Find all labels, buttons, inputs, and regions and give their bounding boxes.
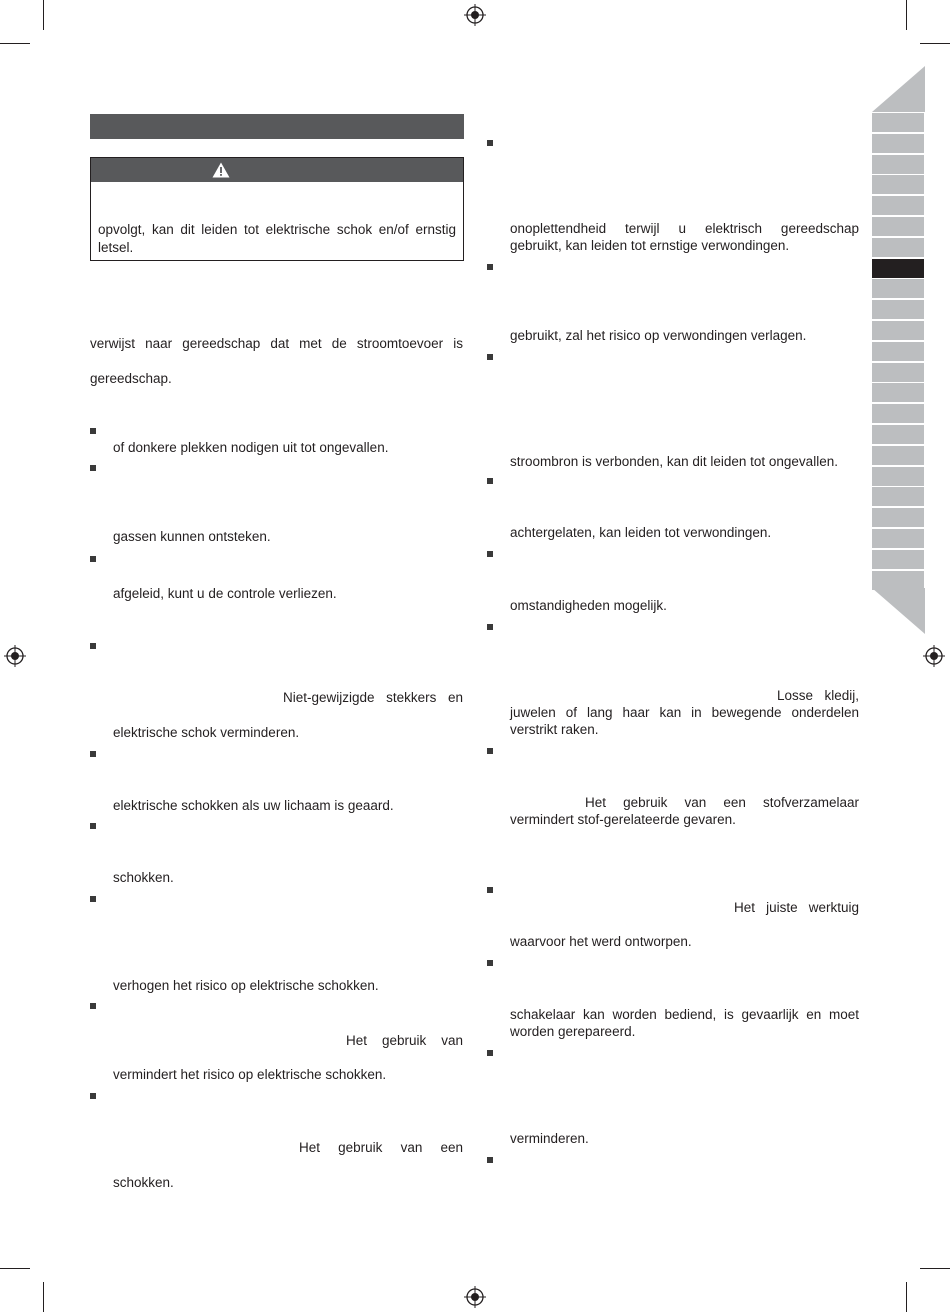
side-tab [872,487,924,506]
bullet-icon [90,556,96,562]
section-header-bar [90,114,464,139]
list-item-fragment: Het gebruik van [346,1033,463,1048]
bullet-icon [90,1093,96,1099]
warning-box [90,157,464,261]
side-tab-active [872,259,924,278]
side-tab [872,238,924,257]
bullet-icon [487,354,493,360]
bullet-icon [90,465,96,471]
list-item: schokken. [113,1175,174,1190]
list-item: verhogen het risico op elektrische schokken. [113,978,379,993]
side-tab [872,217,924,236]
registration-mark-icon [923,645,945,667]
paragraph-line: Het gebruik van een stofverzamelaar [585,795,859,810]
side-tab [872,529,924,548]
paragraph-line: onoplettendheid terwijl u elektrisch gereedschap [510,221,859,236]
list-item: of donkere plekken nodigen uit tot ongevallen. [113,440,389,455]
side-tab-bottom-triangle [872,588,925,634]
bullet-icon [487,140,493,146]
warning-header [91,158,463,182]
bullet-icon [90,643,96,649]
bullet-icon [487,478,493,484]
registration-mark-icon [4,645,26,667]
paragraph-line: stroombron is verbonden, kan dit leiden tot ongevallen. [510,454,838,469]
paragraph-line: gebruikt, zal het risico op verwondingen verlagen. [510,328,807,343]
bullet-icon [90,896,96,902]
paragraph-line: achtergelaten, kan leiden tot verwondingen. [510,525,772,540]
bullet-icon [487,264,493,270]
side-tab [872,155,924,174]
side-tab [872,196,924,215]
bullet-icon [487,1157,493,1163]
side-tab [872,446,924,465]
list-item: elektrische schokken als uw lichaam is geaard. [113,798,394,813]
side-tab [872,113,924,132]
bullet-icon [487,748,493,754]
side-tab [872,363,924,382]
registration-mark-icon [464,4,486,26]
paragraph-line: verminderen. [510,1131,589,1146]
registration-mark-icon [464,1286,486,1308]
paragraph-line: Het juiste werktuig [734,900,859,915]
side-tab [872,342,924,361]
crop-mark [920,43,950,44]
warning-text-line: letsel. [98,240,134,255]
list-item-fragment: Niet-gewijzigde stekkers en [283,690,463,705]
bullet-icon [487,551,493,557]
crop-mark [43,1282,44,1312]
side-tab [872,550,924,569]
crop-mark [906,1282,907,1312]
paragraph-line: Losse kledij, [777,688,859,703]
bullet-icon [487,887,493,893]
bullet-icon [90,428,96,434]
bullet-icon [90,751,96,757]
bullet-icon [90,823,96,829]
intro-line: verwijst naar gereedschap dat met de stroomtoevoer is [90,336,463,351]
paragraph-line: verstrikt raken. [510,722,599,737]
side-tab [872,321,924,340]
side-tab [872,300,924,319]
list-item: gassen kunnen ontsteken. [113,529,271,544]
list-item: vermindert het risico op elektrische schokken. [113,1067,387,1082]
warning-triangle-icon [212,162,230,178]
list-item-fragment: Het gebruik van een [299,1140,463,1155]
list-item: afgeleid, kunt u de controle verliezen. [113,586,337,601]
side-tab [872,175,924,194]
side-tab [872,404,924,423]
intro-line: gereedschap. [90,371,172,386]
side-tab [872,425,924,444]
paragraph-line: gebruikt, kan leiden tot ernstige verwondingen. [510,238,790,253]
side-tab [872,134,924,153]
paragraph-line: waarvoor het werd ontworpen. [510,934,692,949]
bullet-icon [90,1003,96,1009]
side-tab [872,383,924,402]
list-item: schokken. [113,870,174,885]
crop-mark [906,0,907,30]
bullet-icon [487,624,493,630]
side-tab-top-triangle [872,66,925,112]
list-item: elektrische schok verminderen. [113,725,300,740]
crop-mark [920,1268,950,1269]
side-tab [872,279,924,298]
paragraph-line: worden gerepareerd. [510,1024,636,1039]
warning-text-line: opvolgt, kan dit leiden tot elektrische schok en/of ernstig [98,222,456,237]
crop-mark [0,1268,30,1269]
crop-mark [0,43,30,44]
paragraph-line: juwelen of lang haar kan in bewegende onderdelen [510,705,859,720]
paragraph-line: omstandigheden mogelijk. [510,598,667,613]
paragraph-line: vermindert stof-gerelateerde gevaren. [510,812,736,827]
side-tab [872,467,924,486]
bullet-icon [487,1050,493,1056]
crop-mark [43,0,44,30]
paragraph-line: schakelaar kan worden bediend, is gevaarlijk en moet [510,1007,859,1022]
side-tab [872,571,924,590]
side-tab [872,508,924,527]
bullet-icon [487,960,493,966]
